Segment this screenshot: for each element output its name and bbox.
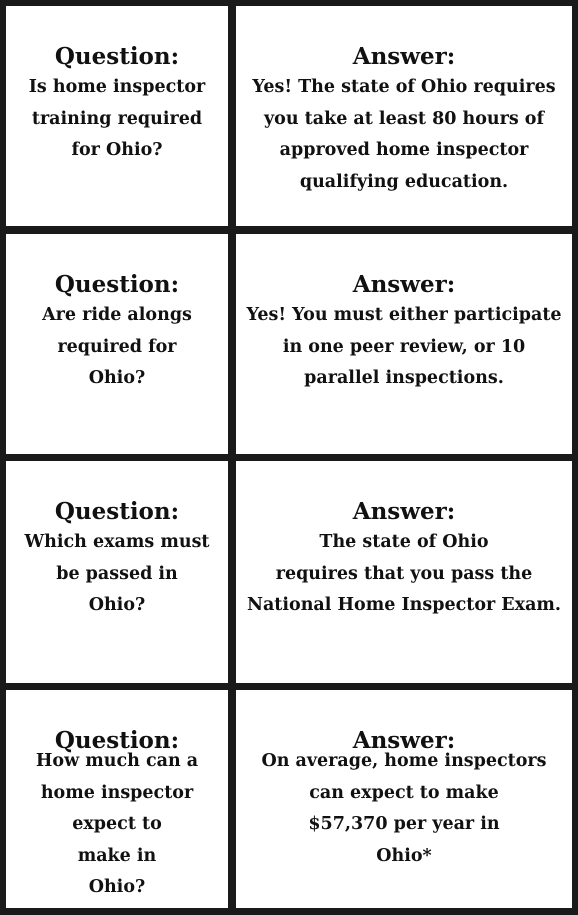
question-text: Are ride alongs required for Ohio? xyxy=(42,305,192,388)
answer-heading: Answer: xyxy=(352,271,456,298)
answer-heading: Answer: xyxy=(352,498,456,525)
question-heading: Question: xyxy=(54,271,180,298)
answer-card-ride-alongs xyxy=(236,234,572,454)
answer-card-training xyxy=(236,6,572,226)
question-card-ride-alongs xyxy=(6,234,228,454)
question-card-salary xyxy=(6,690,228,908)
answer-text: The state of Ohio requires that you pass the National Home Inspector Exam. xyxy=(246,532,562,615)
answer-heading: Answer: xyxy=(352,727,456,754)
answer-text: On average, home inspectors can expect to make $57,370 per year in Ohio* xyxy=(261,751,547,866)
question-text: How much can a home inspector expect to make in Ohio? xyxy=(35,751,199,897)
question-text: Is home inspector training required for Ohio? xyxy=(28,77,206,160)
answer-heading: Answer: xyxy=(352,43,456,70)
question-heading: Question: xyxy=(54,43,180,70)
question-text: Which exams must be passed in Ohio? xyxy=(24,532,210,615)
question-heading: Question: xyxy=(54,727,180,754)
question-heading: Question: xyxy=(54,498,180,525)
answer-text: Yes! The state of Ohio requires you take at least 80 hours of approved home inspector qualifying education. xyxy=(252,77,556,192)
answer-card-salary xyxy=(236,690,572,908)
question-card-training xyxy=(6,6,228,226)
answer-card-exams xyxy=(236,461,572,683)
answer-text: Yes! You must either participate in one peer review, or 10 parallel inspections. xyxy=(246,305,562,388)
question-card-exams xyxy=(6,461,228,683)
